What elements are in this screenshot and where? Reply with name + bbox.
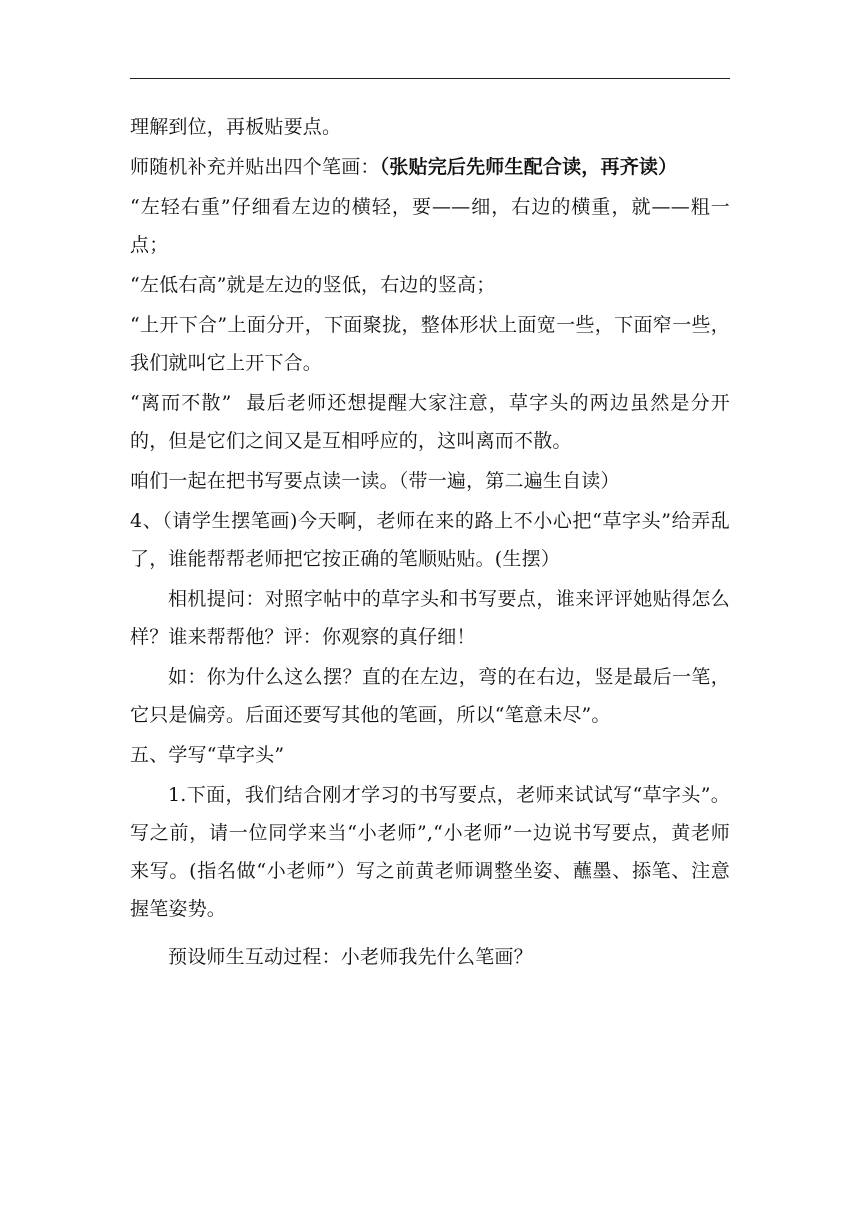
- paragraph-8: 4、（请学生摆笔画)今天啊，老师在来的路上不小心把“草字头”给弄乱了，谁能帮帮老师把它按正确的笔顺贴贴。(生摆）: [130, 510, 730, 570]
- paragraph-5: “上开下合”上面分开，下面聚拢，整体形状上面宽一些，下面窄一些，我们就叫它上开下合。: [130, 314, 730, 374]
- paragraph-4: “左低右高”就是左边的竖低，右边的竖高；: [130, 274, 496, 296]
- paragraph-6-text: 最后老师还想提醒大家注意，草字头的两边虽然是分开的，但是它们之间又是互相呼应的，这叫离而不散。: [130, 392, 730, 452]
- document-body: [130, 108, 730, 976]
- paragraph-6: [130, 384, 730, 460]
- paragraph-2-bold-note: （张贴完后先师生配合读，再齐读）: [379, 156, 678, 178]
- paragraph-9: 相机提问：对照字帖中的草字头和书写要点，谁来评评她贴得怎么样？谁来帮帮他？评：你观察的真仔细！: [130, 588, 730, 648]
- paragraph-12: 1.下面，我们结合刚才学习的书写要点，老师来试试写“草字头”。写之前，请一位同学来当“小老师”,“小老师”一边说书写要点，黄老师来写。(指名做“小老师”）写之前黄老师调整坐姿、蘸墨、掭笔、注意握笔姿势。: [130, 784, 730, 920]
- paragraph-2: [130, 148, 730, 186]
- section-heading: 五、学写“草字头”: [130, 744, 285, 766]
- paragraph-10: 如：你为什么这么摆？直的在左边，弯的在右边，竖是最后一笔，它只是偏旁。后面还要写其他的笔画，所以“笔意未尽”。: [130, 666, 730, 726]
- paragraph-2-text: 师随机补充并贴出四个笔画：: [130, 156, 380, 178]
- paragraph-1: 理解到位，再板贴要点。: [130, 116, 342, 138]
- paragraph-13: 预设师生互动过程：小老师我先什么笔画？: [168, 946, 533, 968]
- paragraph-3: “左轻右重”仔细看左边的横轻，要——细，右边的横重，就——粗一点；: [130, 196, 730, 256]
- paragraph-7: 咱们一起在把书写要点读一读。（带一遍，第二遍生自读）: [130, 470, 620, 492]
- paragraph-6-term: “离而不散”: [130, 392, 232, 414]
- header-rule: [130, 78, 730, 79]
